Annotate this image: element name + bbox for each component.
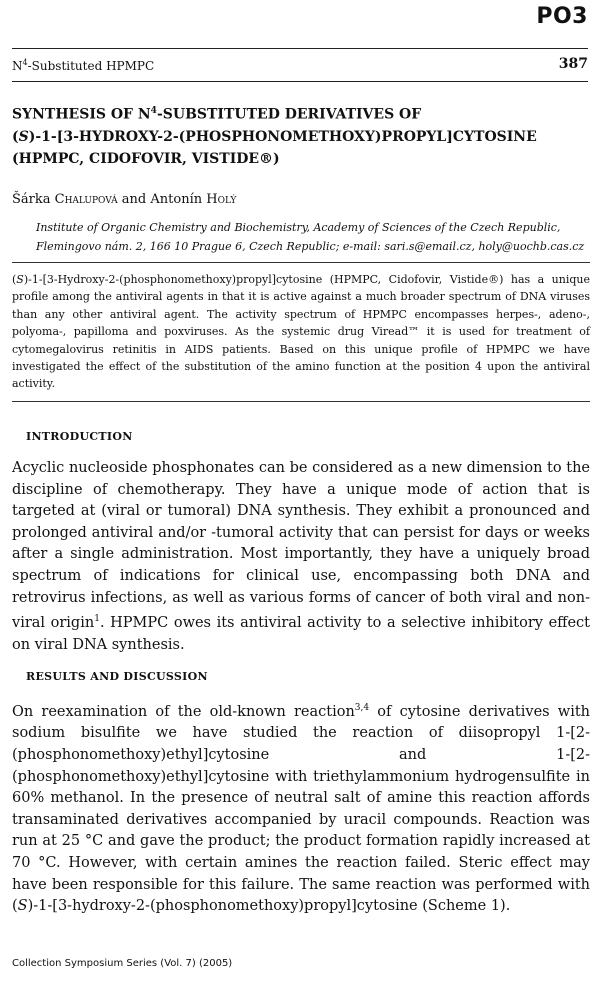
title-text: SYNTHESIS OF N [12,106,151,123]
author-1-last: Chalupová [54,192,118,207]
abstract-paren: ( [12,273,17,286]
affiliation [36,218,596,256]
abstract-text: )-1-[3-Hydroxy-2-(phosphonomethoxy)propyl]cytosine (HPMPC, Cidofovir, Vistide®) has a unique profile among the antiviral agents in that it is active against a much broader spectrum of DNA viruses than any other antiviral agent. The activity spectrum of HPMPC encompasses herpes-, adeno-, polyoma-, papilloma and poxviruses. As the systemic drug Viread™ it is used for treatment of cytomegalovirus retinitis in AIDS patients. Based on this unique profile of HPMPC we have investigated the effect of the substitution of the amino function at the position 4 upon the antiviral activity. [12,273,590,391]
results-paren: ( [12,898,18,915]
page-number: 387 [558,56,588,72]
results-heading: RESULTS AND DISCUSSION [26,670,208,683]
author-2-first: Antonín [150,192,207,207]
introduction-text: Acyclic nucleoside phosphonates can be considered as a new dimension to the discipline of chemotherapy. They have a unique mode of action that is targeted at (viral or tumoral) DNA synthesis. They exhibit a pronounced and prolonged antiviral and/or -tumoral activity that can persist for days or weeks after a single administration. Most importantly, they have a uniquely broad spectrum of indications for clinical use, encompassing both DNA and retrovirus infections, as well as various forms of cancer of both viral and non-viral origin [12,460,590,631]
title-line-3: (HPMPC, CIDOFOVIR, VISTIDE®) [12,150,280,167]
title-line-2 [12,126,592,148]
results-body [12,698,590,918]
running-header [12,48,588,82]
title-sup: 4 [150,106,157,116]
footer-series: Collection Symposium Series (Vol. 7) (2005) [12,958,233,969]
abstract-stereo-s: S [16,273,24,286]
title-line-1 [12,100,592,126]
author-1-first: Šárka [12,192,55,207]
running-title [12,58,154,73]
results-stereo-s: S [17,898,28,915]
abstract [12,262,590,402]
affiliation-line-2: Flemingovo nám. 2, 166 10 Prague 6, Czech Republic; e-mail: sari.s@email.cz, holy@uochb.cas.cz [36,240,585,253]
author-2-last: Holý [206,192,237,207]
title-text-2: )-1-[3-HYDROXY-2-(PHOSPHONOMETHOXY)PROPYL]CYTOSINE [28,128,537,145]
results-text-end: )-1-[3-hydroxy-2-(phosphonomethoxy)propyl]cytosine (Scheme 1). [27,898,511,915]
running-title-text-end: -Substituted HPMPC [27,59,155,73]
introduction-text-end: . HPMPC owes its antiviral activity to a selective inhibitory effect on viral DNA synthesis. [12,614,590,653]
title-stereo-s: S [18,128,29,145]
introduction-heading: INTRODUCTION [26,430,133,443]
results-text: On reexamination of the old-known reaction [12,703,355,720]
results-text-mid: of cytosine derivatives with sodium bisulfite we have studied the reaction of diisopropyl 1-[2-(phosphonomethoxy)ethyl]cytosine and 1-[2-(phosphonomethoxy)ethyl]cytosine with triethylammonium hydrogensulfite in 60% methanol. In the presence of neutral salt of amine this reaction affords transaminated derivatives accompanied by uracil compounds. Reaction was run at 25 °C and gave the product; the product formation rapidly increased at 70 °C. However, with certain amines the reaction failed. Steric effect may have been responsible for this failure. The same reaction was performed with [12,703,590,893]
author-conjunction: and [117,192,151,207]
paper-title [12,100,592,170]
running-title-text: N [12,59,23,73]
running-title-sup: 4 [22,58,28,67]
session-code: PO3 [536,4,588,29]
introduction-body [12,458,590,656]
citation-ref: 1 [94,614,100,625]
title-text-end: -SUBSTITUTED DERIVATIVES OF [156,106,422,123]
affiliation-line-1: Institute of Organic Chemistry and Biochemistry, Academy of Sciences of the Czech Republic, [36,221,561,234]
author-list [12,192,236,207]
title-paren: ( [12,128,19,145]
citation-ref: 3,4 [354,703,370,713]
